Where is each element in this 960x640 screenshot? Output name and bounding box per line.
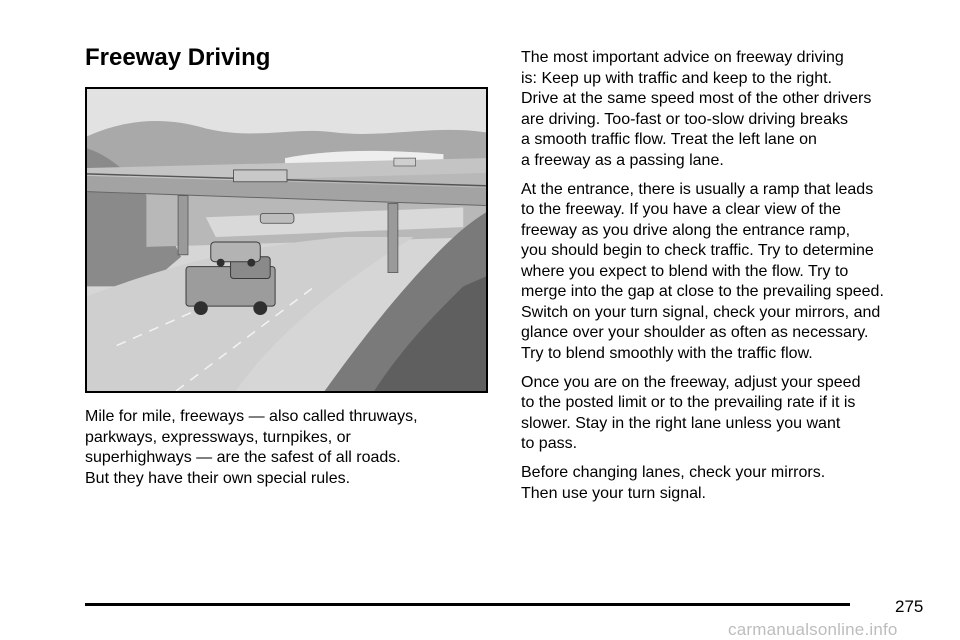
freeway-illustration xyxy=(85,87,488,393)
truck-distant xyxy=(394,158,416,166)
text-line: parkways, expressways, turnpikes, or xyxy=(85,428,351,446)
text-line: Mile for mile, freeways — also called thruways, xyxy=(85,408,418,425)
left-column xyxy=(85,407,485,498)
text-line: Switch on your turn signal, check your mirrors, and xyxy=(521,303,881,321)
text-line: glance over your shoulder as often as necessary. xyxy=(521,324,869,341)
text-line: slower. Stay in the right lane unless you want xyxy=(521,414,841,432)
paragraph xyxy=(85,407,485,489)
text-line: to the freeway. If you have a clear view of the xyxy=(521,201,841,218)
text-line: Once you are on the freeway, adjust your speed xyxy=(521,373,861,391)
text-line: Try to blend smoothly with the traffic flow. xyxy=(521,344,813,362)
text-line: Drive at the same speed most of the other drivers xyxy=(521,90,872,107)
footer-rule xyxy=(85,603,850,606)
text-line: Then use your turn signal. xyxy=(521,484,706,502)
paragraph xyxy=(521,180,931,365)
text-line: At the entrance, there is usually a ramp that leads xyxy=(521,180,874,198)
text-line: are driving. Too-fast or too-slow driving breaks xyxy=(521,110,848,128)
text-line: where you expect to blend with the flow. Try to xyxy=(521,262,849,280)
text-line: superhighways — are the safest of all roads. xyxy=(85,449,401,466)
page-number: 275 xyxy=(895,597,924,616)
text-line: is: Keep up with traffic and keep to the right. xyxy=(521,69,832,87)
paragraph xyxy=(521,463,931,504)
text-line: a freeway as a passing lane. xyxy=(521,151,724,169)
truck-far xyxy=(234,170,287,182)
text-line: merge into the gap at close to the prevailing speed. xyxy=(521,283,884,300)
bridge-pier-right xyxy=(388,203,398,272)
watermark: carmanualsonline.info xyxy=(728,620,898,639)
page-title: Freeway Driving xyxy=(85,44,271,71)
paragraph xyxy=(521,373,931,455)
text-line: freeway as you drive along the entrance ramp, xyxy=(521,221,851,239)
text-line: Before changing lanes, check your mirrors. xyxy=(521,464,826,481)
text-line: you should begin to check traffic. Try to determine xyxy=(521,242,874,259)
text-line: to pass. xyxy=(521,435,578,452)
text-line: The most important advice on freeway driving xyxy=(521,49,844,66)
freeway-scene xyxy=(87,89,486,391)
car-far xyxy=(260,213,294,223)
text-line: But they have their own special rules. xyxy=(85,469,351,487)
right-column xyxy=(521,48,931,513)
bridge-pier-left xyxy=(178,196,188,255)
text-line: a smooth traffic flow. Treat the left lane on xyxy=(521,131,817,148)
paragraph xyxy=(521,48,931,171)
text-line: to the posted limit or to the prevailing rate if it is xyxy=(521,394,856,411)
